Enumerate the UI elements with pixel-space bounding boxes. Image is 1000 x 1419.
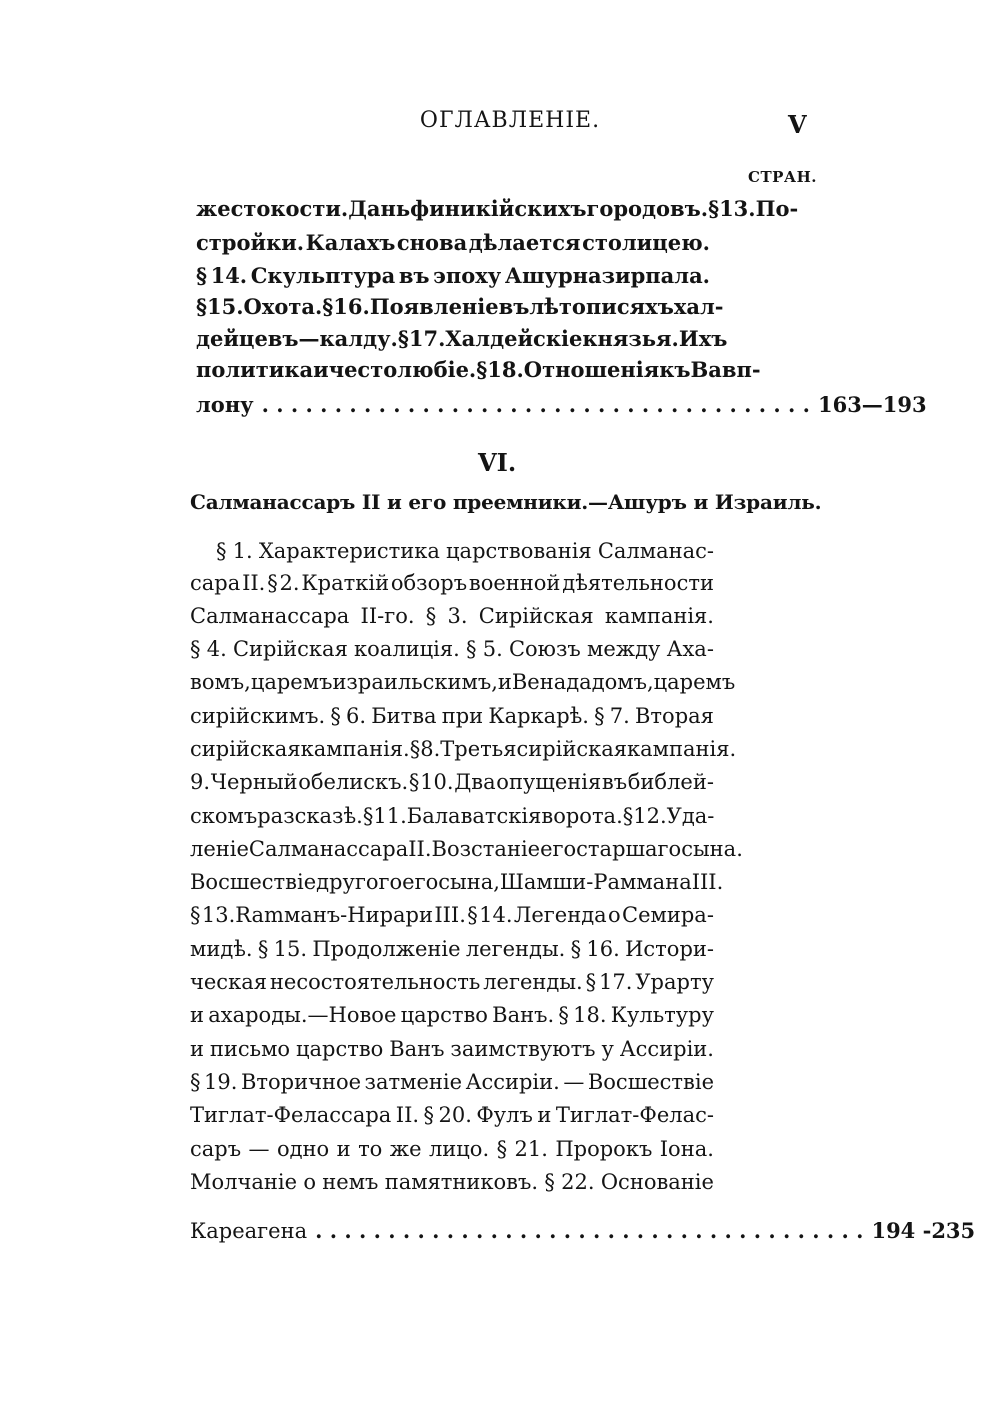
dot-leader: . . . . . . . . . . . . . . . . . . . . . . . . . . . . . . . . . . . . . . bbox=[315, 1218, 864, 1243]
toc-last-line bbox=[190, 1216, 976, 1246]
toc-line: сирійскимъ. § 6. Битва при Каркарѣ. § 7. Вторая bbox=[190, 704, 714, 728]
toc-line: политика и честолюбіе. § 18. Отношенія къ Вавп- bbox=[196, 357, 761, 382]
toc-line: скомъ разсказѣ. § 11. Балаватскія ворота. § 12. Уда- bbox=[190, 804, 715, 828]
pages-column-label: СТРАН. bbox=[748, 168, 817, 186]
toc-line: вомъ, царемъ израильскимъ, и Венададомъ, царемъ bbox=[190, 670, 736, 694]
toc-line: § 14. Скульптура въ эпоху Ашурназирпала. bbox=[196, 263, 710, 288]
chapter-number: VI. bbox=[478, 448, 517, 477]
page-range: 194 -235 bbox=[871, 1218, 976, 1243]
toc-line: и письмо царство Ванъ заимствуютъ у Ассиріи. bbox=[190, 1037, 714, 1061]
toc-line: леніе Салманассара II. Возстаніе его старшаго сына. bbox=[190, 837, 743, 861]
toc-line: дейцевъ — калду. § 17. Халдейскіе князья. Ихъ bbox=[196, 326, 728, 351]
toc-line: Тиглат-Фелассара II. § 20. Фулъ и Тиглат-Фелас- bbox=[190, 1103, 714, 1127]
toc-last-line bbox=[196, 390, 927, 420]
page-number: V bbox=[788, 110, 807, 139]
toc-line: § 15. Охота. § 16. Появленіе въ лѣтописяхъ хал- bbox=[196, 294, 724, 319]
toc-line: § 1. Характеристика царствованія Салманас- bbox=[216, 539, 714, 563]
toc-line: § 19. Вторичное затменіе Ассиріи. — Восшествіе bbox=[190, 1070, 714, 1094]
toc-line: Молчаніе о немъ памятниковъ. § 22. Основаніе bbox=[190, 1170, 714, 1194]
toc-line: саръ — одно и то же лицо. § 21. Пророкъ Іона. bbox=[190, 1137, 714, 1161]
toc-line: сара II. § 2. Краткій обзоръ военной дѣятельности bbox=[190, 571, 714, 595]
toc-line: § 4. Сирійская коалиція. § 5. Союзъ между Аха- bbox=[190, 637, 714, 661]
toc-line: сирійская кампанія. § 8. Третья сирійская кампанія. bbox=[190, 737, 737, 761]
toc-line: 9. Черный обелискъ. § 10. Два опущенія въ библей- bbox=[190, 770, 714, 794]
toc-line: и ахароды.—Новое царство Ванъ. § 18. Культуру bbox=[190, 1003, 714, 1027]
dot-leader: . . . . . . . . . . . . . . . . . . . . . . . . . . . . . . . . . . . . . . bbox=[261, 392, 810, 417]
toc-line: мидѣ. § 15. Продолженіе легенды. § 16. Истори- bbox=[190, 937, 714, 961]
toc-line-end: Кареагена bbox=[190, 1219, 308, 1243]
chapter-title: Салманассаръ II и его преемники.—Ашуръ и Израиль. bbox=[190, 490, 822, 514]
toc-line: жестокости. Дань финикійскихъ городовъ. § 13. По- bbox=[196, 196, 799, 221]
page-range: 163—193 bbox=[817, 392, 927, 417]
running-title: ОГЛАВЛЕНІЕ. bbox=[419, 108, 601, 133]
toc-line: ческая несостоятельность легенды. § 17. Урарту bbox=[190, 970, 714, 994]
toc-line: Восшествіе другого его сына, Шамши-Раммана III. bbox=[190, 870, 724, 894]
toc-line: стройки. Калахъ снова дѣлается столицею. bbox=[196, 230, 710, 255]
toc-line-end: лону bbox=[196, 392, 254, 417]
toc-line: § 13.Ramманъ-Нирари III. § 14. Легенда о Семира- bbox=[190, 903, 714, 927]
toc-line: Салманассара II-го. § 3. Сирійская кампанія. bbox=[190, 604, 714, 628]
